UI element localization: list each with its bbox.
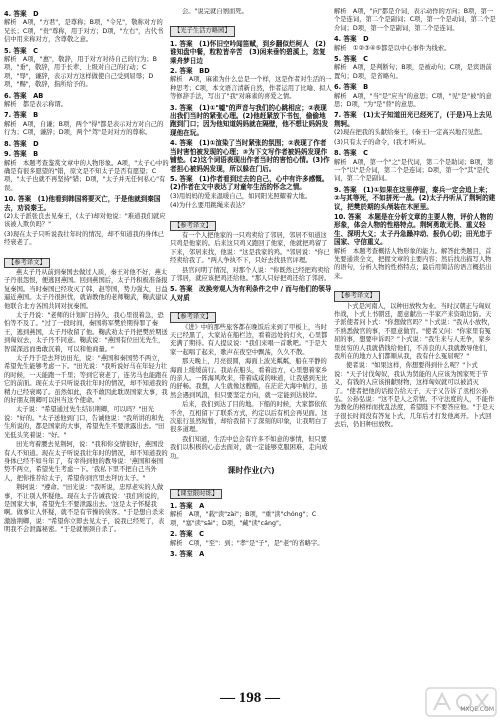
section-label: 【参考译文】 (334, 291, 380, 301)
answer-heading: 3. 答案 A (170, 549, 205, 558)
answer-heading: 1. 答案 A (170, 501, 205, 510)
section-title: 课时作业(六) (227, 466, 275, 476)
answer-heading: 8. 答案 C (334, 149, 369, 158)
answer-heading: 2. 答案 BD (170, 67, 210, 76)
text-line: (2)太子派张良去见秦王，(太子)却对他说："难道我们就应该被人欺负吗？" (4, 212, 166, 229)
text-line: (2)现在把我的头献给秦王，(秦王)一定高兴地召见您。 (334, 129, 487, 137)
text-line: 那天晚上，月亮很圆，海面上波光粼粼，船在平静的海面上缓缓前行。我站在船头，看着远方，心里想着家乡的亲人。一阵海风吹来，带着咸咸的味道，让我感到无比的舒畅。我想，人生就像这艘船，在茫茫大海中航行，虽然会遇到风浪，但只要坚定方向，就一定能到达彼岸。 (170, 358, 328, 399)
text-line: 解析 A项，麻雀为什么总是一个样，这是作者对生活的一种思考；C项，本文语言清新自然，作者运用了比喻、拟人等修辞手法，写出了"我"对麻雀的喜爱之情。 (170, 76, 332, 101)
answer-heading: 7. 答案 B (4, 111, 39, 120)
section-label: 【课堂限时练】 (170, 489, 222, 499)
column-middle (170, 8, 332, 690)
answer-heading: 6. 答案 AB (4, 91, 44, 100)
answer-heading: 5. 答案 改换旁观人为有利条件之中 / 而与他们的领导人对质 (170, 285, 332, 302)
text-line: 解析 A项，自谦；B项，两个"得"都是表示对方对自己的行为；C项，谦辞；D项，两个"驾"是对对方的尊称。 (4, 120, 164, 137)
text-line: 解析 A项，第一个"之"是代词，第二个是助词；B项，第一个"以"是介词，第二个是连词；D项，第一个"其"是代词，第二个是副词。 (334, 158, 494, 183)
text-line: 解析 ①②③④⑤都是以中心事件为线索。 (334, 44, 451, 52)
answer-heading: 6. 答案 B (334, 83, 369, 92)
answer-heading: 5. 答案 (1)作者看到过去的自己，心中有许多感慨。(2)作者在文中表达了对童年生活的怀念之情。 (170, 174, 329, 192)
text-line: 有一个人把他家的一只鸡卖给了邻居，邻居不知道这只鸡是他家的。后来这只鸡又跑回了他家，他就把鸡留了下来，邻居来找，他说："这是我家的鸡。"邻居说："你已经卖给我了。"两人争执不下，只好去找县官评理。 (170, 231, 330, 265)
answer-heading: 10. 答案 (1)他看到韩国将要灭亡，于是他就到秦国去，劝说秦王。 (4, 195, 161, 212)
text-line: (3)现在太子只听说我壮年时的情况，却不知道我的身体已经衰老了。 (4, 230, 165, 247)
text-line: 荆轲说："遵命。"田光说："我听说，忠厚老实的人做事，不让别人怀疑他。现在太子告诫我说：'我们所说的，是国家大事，希望先生不要泄露出去。'这是太子怀疑我啊。做事让人怀疑，就不是有节操的侠客。"于是想自杀来激励荆卿，说："希望你立即去见太子，说我已经死了，表明我不会泄露秘密。"于是就刎颈自杀了。 (4, 484, 165, 534)
answer-heading: 7. 答案 (1)太子知道田光已经死了，(于是)马上去见荆轲。 (334, 111, 492, 128)
answer-heading: 9. 答案 (1)①如果在这里停留，秦兵一定会追上来；②与其等死，不如拼死一战。(2)太子丹听从了荆轲的建议，把樊於期的头颅装在木匣里。 (334, 185, 496, 211)
section-label: 【参考译文】 (4, 258, 50, 268)
answer-heading: 1. 答案 (1)怀旧空吟闻笛赋，到乡翻似烂柯人 (2)谁知盘中餐，粒粒皆辛苦 (3)闲来垂钓碧溪上，忽复乘舟梦日边 (170, 39, 326, 65)
text-line: 《进》中的那些旅客都在晚饭后来到了甲板上，当时天已经黑了，大家站在船栏边，看着远处的灯火，心里都充满了期待。有人提议说："我们来唱一首歌吧。"于是大家一起唱了起来，歌声在夜空中飘荡，久久不散。 (170, 323, 328, 356)
answer-heading: 2. 答案 C (170, 530, 205, 539)
answer-heading: 5. 答案 C (334, 55, 369, 64)
answer-heading: 4. 答案 (1)①渲染了当时紧张的氛围；②表现了作者当时害怕被发现的心理；③为下文写作者被妈妈发现作铺垫。(2)这个词语表现出作者当时的害怕心情。(3)作者担心被妈妈发现，所以躲在门后。 (170, 139, 330, 173)
answer-heading: 3. 答案 (1)①"嘘"的声音与我们的心跳相应；②表现出我们当时的紧张心理。(2)他赶紧放下书包，偷偷地跑到门口；因为他知道妈妈就在隔壁，他不想让妈妈发现他在玩。 (170, 103, 329, 137)
text-line: 解析 A项，"载"读"zài"；B项，"重"读"chóng"；C项，"塞"读"sāi"；D项，"藏"读"cáng"。 (170, 511, 317, 527)
column-right (334, 8, 496, 690)
text-line: 我们知道，生活中总会有许多不如意的事情，但只要我们以积极的心态去面对，就一定能够克服困难，走向成功。 (170, 435, 328, 460)
text-line: 解析 A项，"当"是"应当"的意思；C项，"见"是"被"的意思；D项，"为"是"替"的意思。 (334, 92, 492, 109)
text-line: 田光弯着腰去见荆轲，说："我和你交情很好，燕国没有人不知道。现在太子听说我壮年时的情况，却不知道我的身体已经不如当年了，有幸得到他的教导说：'燕国和秦国势不两立，希望先生考虑一下。'我私下里不把自己当外人，把你推荐给太子，希望你到宫里去拜访太子。" (4, 441, 168, 482)
text-line: 太子丹于是去拜访田光，说："燕国和秦国势不两立，希望先生能够考虑一下。"田光说："我听说好马在年轻力壮的时候，一天能跑一千里；等到它衰老了，连劣马也能跑在它的前面。现在太子只听说我壮年时的情况，却不知道我的精力已经衰竭了。虽然如此，我不敢因此耽误国家大事，我的好朋友荆卿可以担当这个使命。" (4, 355, 168, 405)
section-label: 【参考译文】 (170, 312, 216, 322)
text-line: 太子丹说："老师的计划旷日持久，我心里很着急，恐怕等不及了。"过了一段时间，秦国将军樊於期得罪了秦王，逃到燕国，太子丹收留了他。鞠武劝太子丹把樊於期送到匈奴去，太子丹不同意。鞠武说："燕国有位田光先生，智谋深远而勇敢沉着，可以和他商量。" (4, 312, 168, 353)
watermark-url: MXQE.COM (460, 706, 494, 713)
text-line: (3)只有太子的命令，(我才)听从。 (334, 138, 430, 146)
answer-heading: 8. 答案 D (4, 139, 39, 148)
text-line: 解析 A项，"方君"，是尊称；B项，"令兄"，敬称对方的兄长；C项，"贵"尊称，用于对方；D项，"左右"，古代书信中用来称对方，含尊敬之意。 (4, 19, 164, 44)
text-line: 会。"说完就自刎而死。 (182, 8, 248, 15)
text-line: 解析 C项，"至"：到；"孝"是"子"，是"老"的省略字。 (170, 539, 324, 547)
answer-heading: 4. 答案 D (334, 35, 369, 44)
text-line: 太子说："希望通过先生结识荆卿，可以吗？"田光说："好的。"太子送他到门口，告诫他说："我所讲的和先生所说的，都是国家的大事，希望先生不要泄露出去。"田光低头笑着说："好。" (4, 406, 165, 439)
page-number: — 198 — (220, 690, 280, 706)
text-line: 使者说："如果这样，你想要得到什么呢？"卜式说："天子讨伐匈奴，我认为贤能的人应该为国家死于节义，有钱的人应该捐献财物，这样匈奴就可以被消灭了。"使者把他的话报告给天子，天子又告诉了丞相公孙弘。公孙弘说："这不是人之常情。不守法度的人，不能作为教化的榜样而扰乱法度，希望陛下不要答应他。"于是天子很长时间没有答复卜式，几年后才打发他离开。卜式回去后，仍旧种田放牧。 (334, 362, 495, 429)
text-line: 卜式是河南人，以种田放牧为业。当时汉朝正与匈奴作战，卜式上书朝廷，愿意献出一半家产来资助边防。天子派使者问卜式："你想做官吗？"卜式说："我从小放牧，不熟悉做官的事，不愿意做官。"使者又问："你家里有冤屈的事，想要申诉吗？"卜式说："我生来与人无争，家乡里贫穷的人我就借钱给他们，不善良的人我就教导他们，我所在的地方人们都顺从我，我有什么冤屈呢？" (334, 302, 494, 361)
text-line: 燕太子丹从前到秦国去做过人质，秦王对他不好，燕太子丹很怨恨，便逃回燕国。回到燕国后，太子丹积极准备报复秦国。当时秦国已经攻灭了韩、赵等国，势力强大，日益逼近燕国。太子丹很担忧，就请教他的老师鞠武，鞠武建议他联合北方各国共同对抗秦国。 (4, 268, 168, 310)
answer-heading: 9. 答案 B (4, 150, 39, 159)
text-line: 解析 本题考查概括人物形象的能力。解答此类题目，首先要通读全文，把握文章的主要内容；然后找出描写人物的语句，分析人物的性格特点；最后用简洁的语言概括出来。 (334, 247, 492, 280)
text-line: 解析 本题考查鉴赏文章中的人物形象。A项，"太子心中的确是有很多愿望的"错，原文是不知太子是否有愿望；C项，"太子也就不再坚持"错；D项，"太子并无任何私心"有误。 (4, 159, 169, 192)
answer-heading: 4. 答案 D (4, 10, 39, 18)
text-line: 解析 A项，"向"都是介词，表示动作的方向；B项，第一个是连词，第二个是副词；C项，第一个是动词，第二个是介词；D项，第一个是副词，第二个是连词。 (334, 8, 496, 32)
text-line: 后来，我们到达了目的地。下船的时候，大家都依依不舍，互相留下了联系方式，约定以后有机会再见面。这次旅行虽然短暂，却给我留下了深刻的印象，让我明白了很多道理。 (170, 401, 328, 434)
section-label: 【光子生活方略园】 (170, 26, 235, 36)
text-line: 解析 都是表示称谓。 (4, 101, 67, 109)
text-line: 县官问明了情况，对那个人说："你既然已经把鸡卖给了邻居，就应该把鸡还给他。"那人只好把鸡还给了邻居。 (170, 266, 331, 282)
section-label: 【参考译文】 (170, 221, 216, 231)
text-line: 解析 A项，是判断句；B项，是被动句；C项，是宾语前置句；D项，是省略句。 (334, 64, 492, 80)
column-left (4, 8, 169, 690)
text-line: 解析 A项，"惠"，敬辞，用于对方对待自己的行为；B项，"垂"，敬辞，用于长辈、上级对自己的行动；C项，"辱"，谦辞，表示对方这样做使自己受到屈辱；D项，"赐"，敬辞，指所给予的。 (4, 56, 157, 89)
answer-heading: 10. 答案 本题是在分析文章的主要人物，评价人物的形象，体会人物的性格特点。荆轲勇敢无畏、重义轻生、深明大义；太子丹急躁冲动、报仇心切；田光忠于国家、守信重义。 (334, 212, 494, 247)
watermark-logo-icon (424, 684, 498, 720)
text-line: (4)为什么要用跳绳来表达？ (170, 202, 249, 210)
answer-heading: 5. 答案 C (4, 46, 39, 55)
text-line: (3)用妈妈的爱来温暖自己，如同阳光照耀着大地。 (170, 192, 312, 200)
